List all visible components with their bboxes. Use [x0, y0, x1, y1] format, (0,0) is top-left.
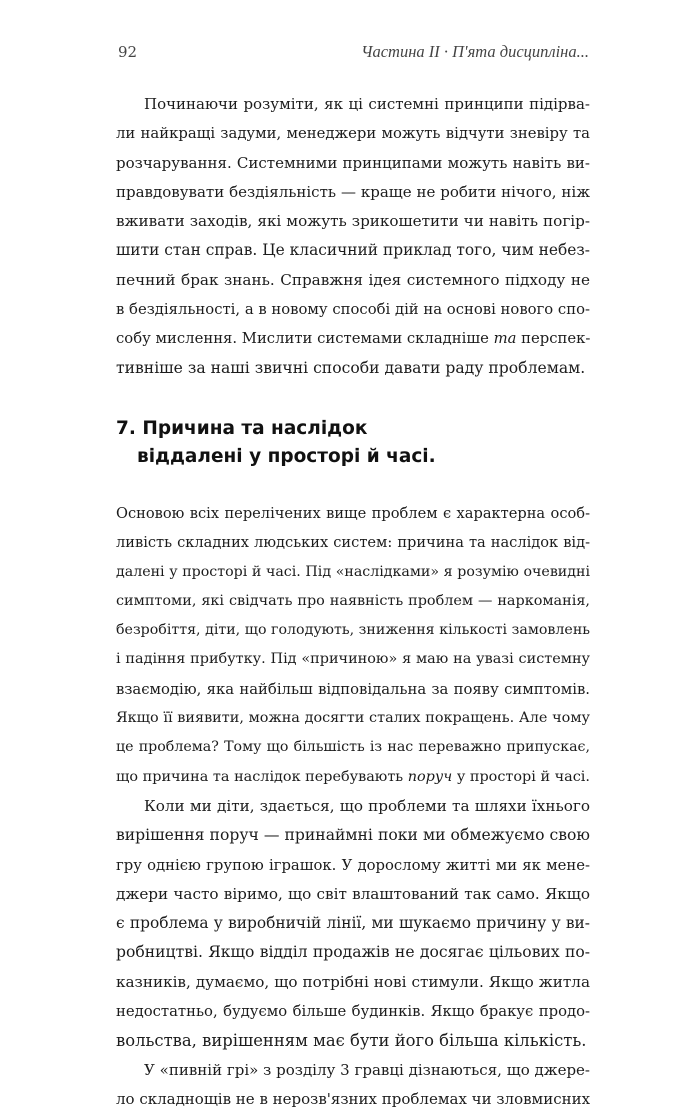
text-line: правдовувати бездіяльність — краще не робити нічого, ніж [116, 182, 590, 201]
text-span: що причина та наслідок перебувають [116, 768, 404, 785]
text-line: тивніше за наші звичні способи давати раду проблемам. [116, 358, 586, 377]
text-line: і падіння прибутку. Під «причиною» я маю на увазі системну [116, 651, 590, 668]
emphasis-text: поруч [407, 768, 453, 785]
text-line: вольства, вирішенням має бути його більша кількість. [116, 1031, 587, 1051]
text-line: Починаючи розуміти, як ці системні принципи підірва- [144, 95, 590, 113]
text-line: ливість складних людських систем: причина та наслідок від- [116, 534, 590, 552]
emphasis-text: та [493, 330, 517, 348]
text-line [116, 324, 590, 353]
paragraph-4 [116, 1056, 590, 1114]
text-line: недостатньо, будуємо більше будинків. Якщо бракує продо- [116, 1003, 590, 1021]
text-line: симптоми, які свідчать про наявність проблем — наркоманія, [116, 592, 590, 609]
text-line: вживати заходів, які можуть зрикошетити чи навіть погір- [116, 212, 590, 231]
text-line: це проблема? Тому що більшість із нас переважно припускає, [116, 739, 590, 756]
text-line [116, 763, 590, 792]
text-span: перспек- [521, 330, 591, 348]
paragraph-3 [116, 792, 590, 1056]
page-body [116, 90, 590, 1114]
text-line: казників, думаємо, що потрібні нові стимули. Якщо житла [116, 972, 590, 991]
section-heading-line-2: віддалені у просторі й часі. [137, 445, 436, 467]
text-line: У «пивній грі» з розділу 3 гравці дізнаються, що джере- [144, 1060, 590, 1079]
text-line: вирішення поруч — принаймні поки ми обмежуємо свою [116, 826, 590, 845]
text-line: робництві. Якщо відділ продажів не досягає цільових по- [116, 943, 590, 962]
page-number: 92 [118, 43, 138, 61]
text-line: ли найкращі задуми, менеджери можуть відчути зневіру та [116, 125, 590, 143]
text-line: Основою всіх перелічених вище проблем є характерна особ- [116, 504, 590, 522]
text-line: далені у просторі й часі. Під «наслідками» я розумію очевидні [116, 563, 590, 580]
text-line: гру однією групою іграшок. У дорослому житті ми як мене- [116, 856, 590, 874]
paragraph-1 [116, 90, 590, 383]
text-line: Якщо її виявити, можна досягти сталих покращень. Але чому [116, 710, 590, 727]
section-heading [116, 415, 590, 471]
text-line: Коли ми діти, здається, що проблеми та шляхи їхнього [144, 796, 590, 815]
text-line: в бездіяльності, а в новому способі дій на основі нового спо- [116, 301, 590, 319]
text-line: джери часто віримо, що світ влаштований так само. Якщо [116, 884, 590, 903]
text-line: печний брак знань. Справжня ідея системного підходу не [116, 270, 590, 289]
text-line: ло складнощів не в нерозв'язних проблемах чи зловмисних [116, 1089, 591, 1108]
text-line: безробіття, діти, що голодують, зниження кількості замовлень [116, 622, 590, 639]
text-line: шити стан справ. Це класичний приклад того, чим небез- [116, 241, 590, 260]
page-header [118, 42, 589, 62]
text-line: взаємодію, яка найбільш відповідальна за появу симптомів. [116, 680, 590, 698]
section-heading-line-1: 7. Причина та наслідок [116, 417, 368, 439]
text-line: є проблема у виробничій лінії, ми шукаємо причину у ви- [116, 914, 590, 933]
paragraph-2 [116, 499, 590, 792]
text-span: собу мислення. Мислити системами складніше [116, 330, 489, 348]
text-line: розчарування. Системними принципами можуть навіть ви- [116, 153, 590, 172]
text-span: у просторі й часі. [456, 768, 590, 785]
running-title: Частина II · П'ята дисципліна... [361, 42, 589, 61]
